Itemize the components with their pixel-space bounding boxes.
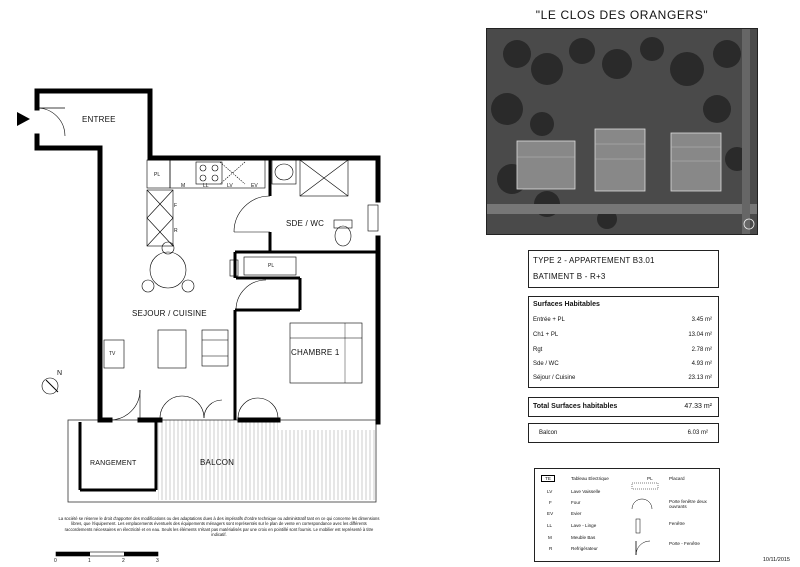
fixture-lv: LV [227, 183, 233, 189]
project-title: "LE CLOS DES ORANGERS" [535, 8, 709, 22]
balcon-value: 6.03 m² [687, 430, 708, 436]
legend-code: TE [541, 475, 555, 482]
north-label: N [57, 370, 63, 377]
disclaimer-text: La société se réserve le droit d'apporter des modifications ou des adaptations dues à des impératifs d'ordre technique ou administratif tant en ce qui concerne les dimensions libres, que l'équipement. Les emplacements éventuels des équipements ménagers sont représentés sur le plan de vente en correspondance avec les différents raccordements nécessaires en électricité et en eau. Seuls les éléments n'étant pas matérialisés par une croix en pointillé sont fournis. Le mobilier est représenté à titre indicatif. [58, 516, 380, 538]
room-label-chambre: CHAMBRE 1 [291, 348, 340, 357]
legend-text: Porte fenêtre deux ouvrants [669, 499, 707, 509]
surface-row: Séjour / Cuisine 23.13 m² [533, 375, 712, 381]
surface-row: Rgt 2.78 m² [533, 347, 712, 353]
legend-code: LV [547, 489, 553, 494]
surfaces-table [528, 296, 719, 388]
total-value: 47.33 m² [684, 403, 712, 410]
balcon-surface-box [528, 423, 719, 443]
surface-row: Ch1 + PL 13.04 m² [533, 332, 712, 338]
legend-text: Tableau Electrique [571, 476, 609, 481]
legend-symbols [630, 481, 670, 561]
legend-text: Porte - Fenêtre [669, 541, 700, 546]
apartment-type: TYPE 2 - APPARTEMENT B3.01 [533, 256, 655, 265]
legend-text: Refrigérateur [571, 546, 598, 551]
total-label: Total Surfaces habitables [533, 403, 618, 410]
building-level: BATIMENT B - R+3 [533, 272, 606, 281]
scale-label: 1 [88, 558, 91, 564]
room-label-sejour: SEJOUR / CUISINE [132, 309, 207, 318]
legend-code: EV [547, 511, 554, 516]
legend-text: Lave Vaisselle [571, 489, 601, 494]
surface-row: Entrée + PL 3.45 m² [533, 317, 712, 323]
balcon-label: Balcon [539, 430, 558, 436]
fixture-ev: EV [251, 183, 258, 189]
legend-text: Placard [669, 476, 685, 481]
legend-code: F [549, 500, 552, 505]
fixture-m: M [181, 183, 186, 189]
legend-text: Fenêtre [669, 521, 685, 526]
surfaces-heading: Surfaces Habitables [533, 301, 600, 308]
fixture-f: F [174, 203, 178, 209]
fixture-r: R [174, 228, 178, 234]
legend-code: R [549, 546, 553, 551]
north-arrow-icon [42, 378, 58, 394]
legend-text: Four [571, 500, 581, 505]
legend-code: PL [647, 476, 653, 481]
scale-label: 3 [156, 558, 159, 564]
legend-text: Meuble Bas [571, 535, 596, 540]
legend-text: Lave - Linge [571, 523, 597, 528]
legend-code: M [548, 535, 552, 540]
scale-label: 2 [122, 558, 125, 564]
aerial-site-photo [486, 28, 758, 235]
legend-text: Evier [571, 511, 582, 516]
legend-box [534, 468, 720, 562]
fixture-pl-entry: PL [154, 172, 161, 178]
fixture-tv: TV [109, 351, 116, 357]
balcony-right [278, 430, 376, 500]
total-surface-box [528, 397, 719, 417]
fixture-ll: LL [203, 183, 209, 189]
room-label-balcon: BALCON [200, 458, 235, 467]
scale-label: 0 [54, 558, 57, 564]
scale-bar [56, 552, 158, 556]
room-label-sde: SDE / WC [286, 219, 325, 228]
apartment-type-box [528, 250, 719, 288]
plan-date: 10/11/2015 [762, 557, 790, 563]
legend-code: LL [547, 523, 553, 528]
entry-arrow-icon [17, 112, 30, 126]
room-label-rangement: RANGEMENT [90, 460, 137, 467]
fixture-pl-chambre: PL [268, 263, 275, 269]
surface-row: Sde / WC 4.93 m² [533, 361, 712, 367]
room-label-entree: ENTREE [82, 115, 116, 124]
